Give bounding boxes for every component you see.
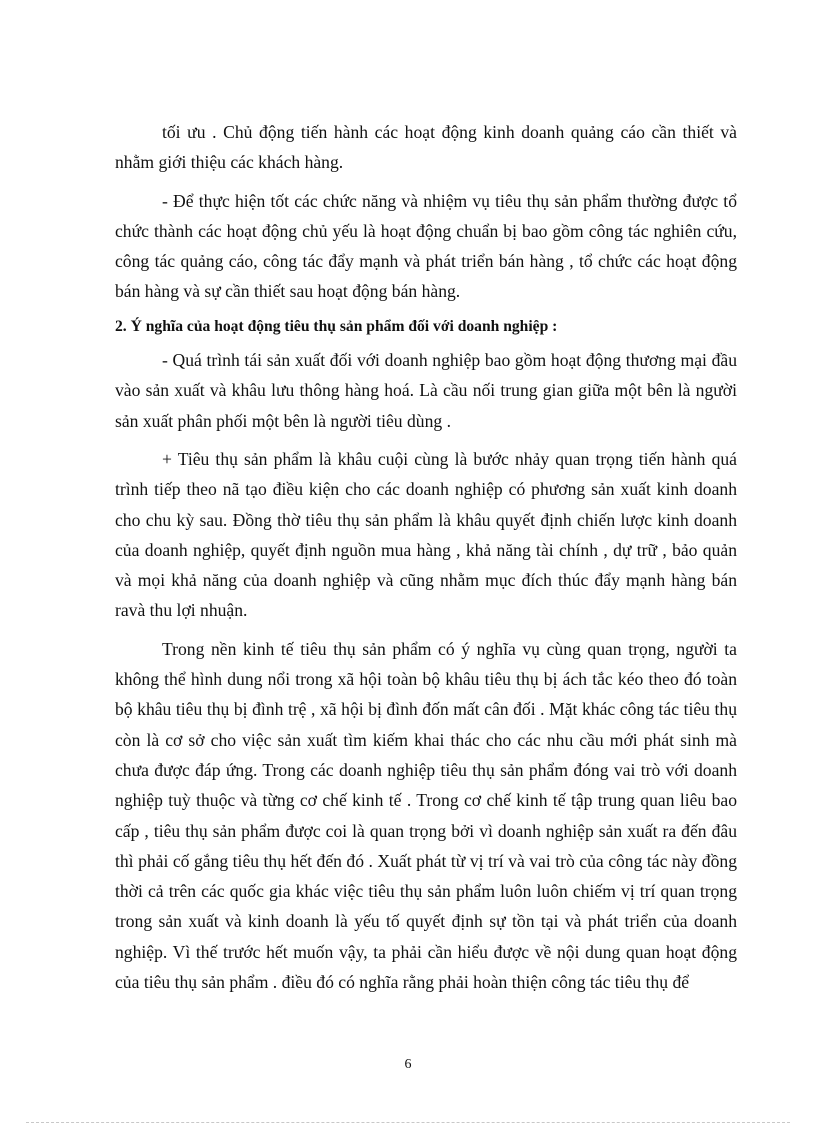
body-text xyxy=(115,117,737,997)
paragraph-reproduction: - Quá trình tái sản xuất đối với doanh nghiệp bao gồm hoạt động thương mại đầu vào sản xuất và khâu lưu thông hàng hoá. Là cầu nối trung gian giữa một bên là người sản xuất phân phối một bên là người tiêu dùng . xyxy=(115,350,737,431)
paragraph-economy: Trong nền kinh tế tiêu thụ sản phẩm có ý nghĩa vụ cùng quan trọng, người ta không thể hình dung nổi trong xã hội toàn bộ khâu tiêu thụ bị ách tắc kéo theo đó toàn bộ khâu tiêu thụ bị đình trệ , xã hội bị đình đốn mất cân đối . Mặt khác công tác tiêu thụ còn là cơ sở cho việc sản xuất tìm kiếm khai thác cho các nhu cầu mới phát sinh mà chưa được đáp ứng. Trong các doanh nghiệp tiêu thụ sản phẩm đóng vai trò với doanh nghiệp tuỳ thuộc và từng cơ chế kinh tế . Trong cơ chế kinh tế tập trung quan liêu bao cấp , tiêu thụ sản phẩm được coi là quan trọng bởi vì doanh nghiệp sản xuất ra đến đâu thì phải cố gắng tiêu thụ hết đến đó . Xuất phát từ vị trí và vai trò của công tác này đồng thời cả trên các quốc gia khác việc tiêu thụ sản phẩm luôn luôn chiếm vị trí quan trọng trong sản xuất và kinh doanh là yếu tố quyết định sự tồn tại và phát triển của doanh nghiệp. Vì thế trước hết muốn vậy, ta phải cần hiểu được về nội dung quan hoạt động của tiêu thụ sản phẩm . điều đó có nghĩa rằng phải hoàn thiện công tác tiêu thụ để xyxy=(115,638,737,993)
paragraph-consumption: + Tiêu thụ sản phẩm là khâu cuội cùng là bước nhảy quan trọng tiến hành quá trình tiếp theo nã tạo điều kiện cho các doanh nghiệp có phương sản xuất kinh doanh cho chu kỳ sau. Đồng thờ tiêu thụ sản phẩm là khâu quyết định chiến lược kinh doanh của doanh nghiệp, quyết định nguồn mua hàng , khả năng tài chính , dự trữ , bảo quản và mọi khả năng của doanh nghiệp và cũng nhằm mục đích thúc đẩy mạnh hàng bán ravà thu lợi nhuận. xyxy=(115,448,737,621)
section-heading: 2. Ý nghĩa của hoạt động tiêu thụ sản phẩm đối với doanh nghiệp : xyxy=(115,317,558,335)
paragraph-functions: - Để thực hiện tốt các chức năng và nhiệm vụ tiêu thụ sản phẩm thường được tổ chức thành các hoạt động chủ yếu là hoạt động chuẩn bị bao gồm công tác nghiên cứu, công tác quảng cáo, công tác đẩy mạnh và phát triển bán hàng , tổ chức các hoạt động bán hàng và sự cần thiết sau hoạt động bán hàng. xyxy=(115,190,737,302)
page-number: 6 xyxy=(404,1057,412,1072)
paragraph-continuation: tối ưu . Chủ động tiến hành các hoạt động kinh doanh quảng cáo cần thiết và nhằm giới thiệu các khách hàng. xyxy=(115,122,737,173)
